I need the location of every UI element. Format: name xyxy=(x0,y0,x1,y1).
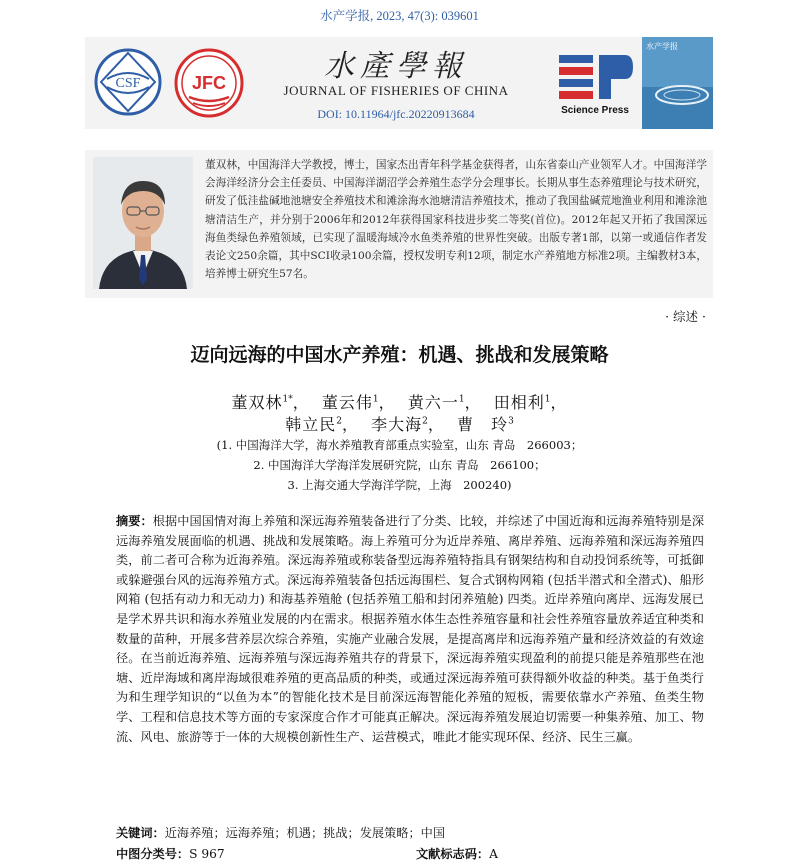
author-sup: 2 xyxy=(422,416,428,427)
abstract-text: 根据中国国情对海上养殖和深远海养殖装备进行了分类、比较，并综述了中国近海和远海养殖特别是深远海养殖发展面临的机遇、挑战和发展策略。海上养殖可分为近岸养殖、离岸养殖、远海养殖和深远海养殖四类，前二者可合称为近海养殖。深远海养殖或称装备型远海养殖特指具有钢架结构和自动投饲系统等，可抵御或躲避强台风的远海养殖方式。深远海养殖装备包括远海围栏、复合式钢构网箱 (包括半潜式和全潜式)、船形网箱 (包括有动力和无动力) 和海基养殖舱 (包括养殖工船和封闭养殖舱) 四类。近岸养殖向离岸、远海发展已是学术界共识和海水养殖业发展的内在需求。根据养殖水体生态性养殖容量和社会性养殖容量放养适宜种类和数量的苗种，开展多营养层次综合养殖，实施产业融合发展，是提高离岸和远海养殖产量和经济效益的有效途径。在当前近海养殖、远海养殖与深远海养殖共存的背景下，深远海养殖实现盈利的前提只能是养殖那些在池塘、近岸海域和离岸海域很难养殖的更高品质的种类，或通过深远海养殖可获得额外收益的种类。基于鱼类行为和生理学知识的“以鱼为本”的智能化技术是目前深远海智能化养殖的短板，需要依靠水产养殖、鱼类生物学、工程和信息技术等方面的专家深度合作才可能真正解决。深远海养殖发展迫切需要一种集养殖、加工、物流、风电、旅游等于一体的大规模创新性生产、运营模式，唯此才能实现环保、经济、民生三赢。 xyxy=(116,514,705,744)
author-sup: 1* xyxy=(282,394,293,405)
author-bio-panel xyxy=(85,150,713,298)
journal-name-en: JOURNAL OF FISHERIES OF CHINA xyxy=(283,83,509,98)
clc-value: S 967 xyxy=(189,847,225,861)
journal-header xyxy=(85,37,713,129)
author-line-2: 韩立民$^2$， 李大海$^2$， 曹 玲$^3$ xyxy=(285,415,514,434)
science-press-label: Science Press xyxy=(561,105,629,116)
affiliation-2: 2. 中国海洋大学海洋发展研究院，山东 青岛 266100； xyxy=(253,458,546,472)
journal-cover-image xyxy=(642,37,713,129)
author-name: 曹 玲 xyxy=(457,415,509,434)
cover-title: 水产学报 xyxy=(646,42,678,51)
jfc-logo xyxy=(173,47,245,119)
author-name: 李大海 xyxy=(371,415,423,434)
citation-line: 水产学报, 2023, 47(3): 039601 xyxy=(320,9,479,23)
affiliation-1: (1. 中国海洋大学，海水养殖教育部重点实验室，山东 青岛 266003； xyxy=(216,438,583,452)
csf-logo-text: CSF xyxy=(115,76,141,91)
docid-label: 文献标志码： xyxy=(416,847,490,861)
author-name: 董云伟 xyxy=(321,393,373,412)
keywords-label: 关键词： xyxy=(116,826,165,840)
author-bio-text: 董双林，中国海洋大学教授，博士，国家杰出青年科学基金获得者，山东省泰山产业领军人才。中国海洋学会海洋经济分会主任委员、中国海洋湖沼学会养殖生态学分会理事长。长期从事生态养殖理论与技术研究，研发了低洼盐碱地池塘安全养殖技术和滩涂海水池塘清洁养殖技术，推动了我国盐碱荒地渔业利用和滩涂池塘清洁生产，并分别于2006年和2012年获得国家科技进步奖二等奖(首位)。2012年起又开拓了我国深远海鱼类绿色养殖领域，已实现了温暖海域冷水鱼类养殖的世界性突破。出版专著1部，以第一或通信作者发表论文250余篇，其中SCI收录100余篇，授权发明专利12项，制定水产养殖地方标准2项。主编教材3本，培养博士研究生57名。 xyxy=(205,159,707,281)
doi-link[interactable]: DOI: 10.11964/jfc.20220913684 xyxy=(317,107,475,121)
clc-label: 中图分类号： xyxy=(116,847,190,861)
affiliation-3: 3. 上海交通大学海洋学院，上海 200240) xyxy=(287,478,512,492)
jfc-logo-text: JFC xyxy=(191,73,227,93)
section-tag: · 综述 · xyxy=(665,309,706,324)
author-sup: 1 xyxy=(372,394,379,405)
abstract xyxy=(116,512,704,747)
keywords-text: 近海养殖；远海养殖；机遇；挑战；发展策略；中国 xyxy=(164,826,446,840)
article-title: 迈向远海的中国水产养殖：机遇、挑战和发展策略 xyxy=(190,344,609,366)
author-portrait xyxy=(93,157,193,289)
journal-name-cn: 水產學報 xyxy=(324,49,468,84)
author-line-1: 董双林$^{1*}$， 董云伟$^1$， 黄六一$^1$， 田相利$^1$， xyxy=(231,393,568,412)
keywords xyxy=(116,824,704,841)
csf-logo xyxy=(93,47,163,117)
author-name: 董双林 xyxy=(231,393,283,412)
author-sup: 3 xyxy=(508,416,514,427)
author-sup: 2 xyxy=(336,416,342,427)
author-name: 韩立民 xyxy=(285,415,337,434)
author-name: 黄六一 xyxy=(407,393,459,412)
author-name: 田相利 xyxy=(493,393,545,412)
clc-number xyxy=(116,845,225,862)
docid-value: A xyxy=(489,847,498,861)
author-sup: 1 xyxy=(458,394,465,405)
document-code xyxy=(416,845,498,862)
author-sup: 1 xyxy=(544,394,551,405)
abstract-label: 摘要： xyxy=(116,514,153,528)
